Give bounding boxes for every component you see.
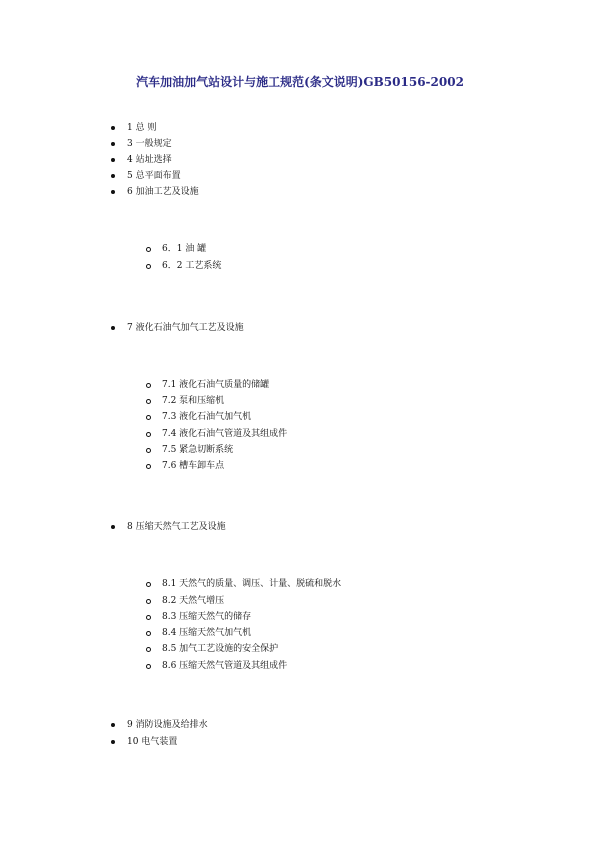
circle-bullet-icon (146, 432, 151, 437)
circle-bullet-icon (146, 415, 151, 420)
bullet-icon (111, 326, 115, 330)
toc-item-7-3[interactable]: 7.3 液化石油气加气机 (162, 412, 252, 422)
bullet-icon (111, 740, 115, 744)
toc-item-5[interactable]: 5 总平面布置 (127, 171, 181, 181)
circle-bullet-icon (146, 615, 151, 620)
toc-item-6[interactable]: 6 加油工艺及设施 (127, 187, 199, 197)
toc-item-10[interactable]: 10 电气装置 (127, 737, 178, 747)
circle-bullet-icon (146, 582, 151, 587)
toc-item-4[interactable]: 4 站址选择 (127, 155, 172, 165)
toc-item-8-4[interactable]: 8.4 压缩天然气加气机 (162, 628, 252, 638)
toc-item-7[interactable]: 7 液化石油气加气工艺及设施 (127, 323, 244, 333)
bullet-icon (111, 142, 115, 146)
circle-bullet-icon (146, 383, 151, 388)
circle-bullet-icon (146, 247, 151, 252)
toc-item-8-2[interactable]: 8.2 天然气增压 (162, 596, 225, 606)
toc-item-7-1[interactable]: 7.1 液化石油气质量的储罐 (162, 380, 270, 390)
circle-bullet-icon (146, 264, 151, 269)
bullet-icon (111, 190, 115, 194)
bullet-icon (111, 158, 115, 162)
document-title: 汽车加油加气站设计与施工规范(条文说明)GB50156-2002 (136, 75, 464, 89)
toc-item-8[interactable]: 8 压缩天然气工艺及设施 (127, 522, 226, 532)
circle-bullet-icon (146, 664, 151, 669)
toc-item-8-6[interactable]: 8.6 压缩天然气管道及其组成件 (162, 661, 288, 671)
toc-item-3[interactable]: 3 一般规定 (127, 139, 172, 149)
circle-bullet-icon (146, 399, 151, 404)
circle-bullet-icon (146, 647, 151, 652)
toc-item-8-5[interactable]: 8.5 加气工艺设施的安全保护 (162, 644, 279, 654)
toc-item-7-2[interactable]: 7.2 泵和压缩机 (162, 396, 225, 406)
circle-bullet-icon (146, 448, 151, 453)
circle-bullet-icon (146, 631, 151, 636)
toc-item-6-1[interactable]: 6．1 油 罐 (162, 244, 207, 254)
toc-item-6-2[interactable]: 6．2 工艺系统 (162, 261, 222, 271)
toc-item-7-4[interactable]: 7.4 液化石油气管道及其组成件 (162, 429, 288, 439)
circle-bullet-icon (146, 599, 151, 604)
bullet-icon (111, 723, 115, 727)
toc-item-7-6[interactable]: 7.6 槽车卸车点 (162, 461, 225, 471)
toc-item-7-5[interactable]: 7.5 紧急切断系统 (162, 445, 234, 455)
toc-item-8-3[interactable]: 8.3 压缩天然气的储存 (162, 612, 252, 622)
bullet-icon (111, 126, 115, 130)
circle-bullet-icon (146, 464, 151, 469)
toc-item-1[interactable]: 1 总 则 (127, 123, 157, 133)
toc-item-9[interactable]: 9 消防设施及给排水 (127, 720, 208, 730)
bullet-icon (111, 525, 115, 529)
toc-item-8-1[interactable]: 8.1 天然气的质量、调压、计量、脱硫和脱水 (162, 579, 342, 589)
bullet-icon (111, 174, 115, 178)
